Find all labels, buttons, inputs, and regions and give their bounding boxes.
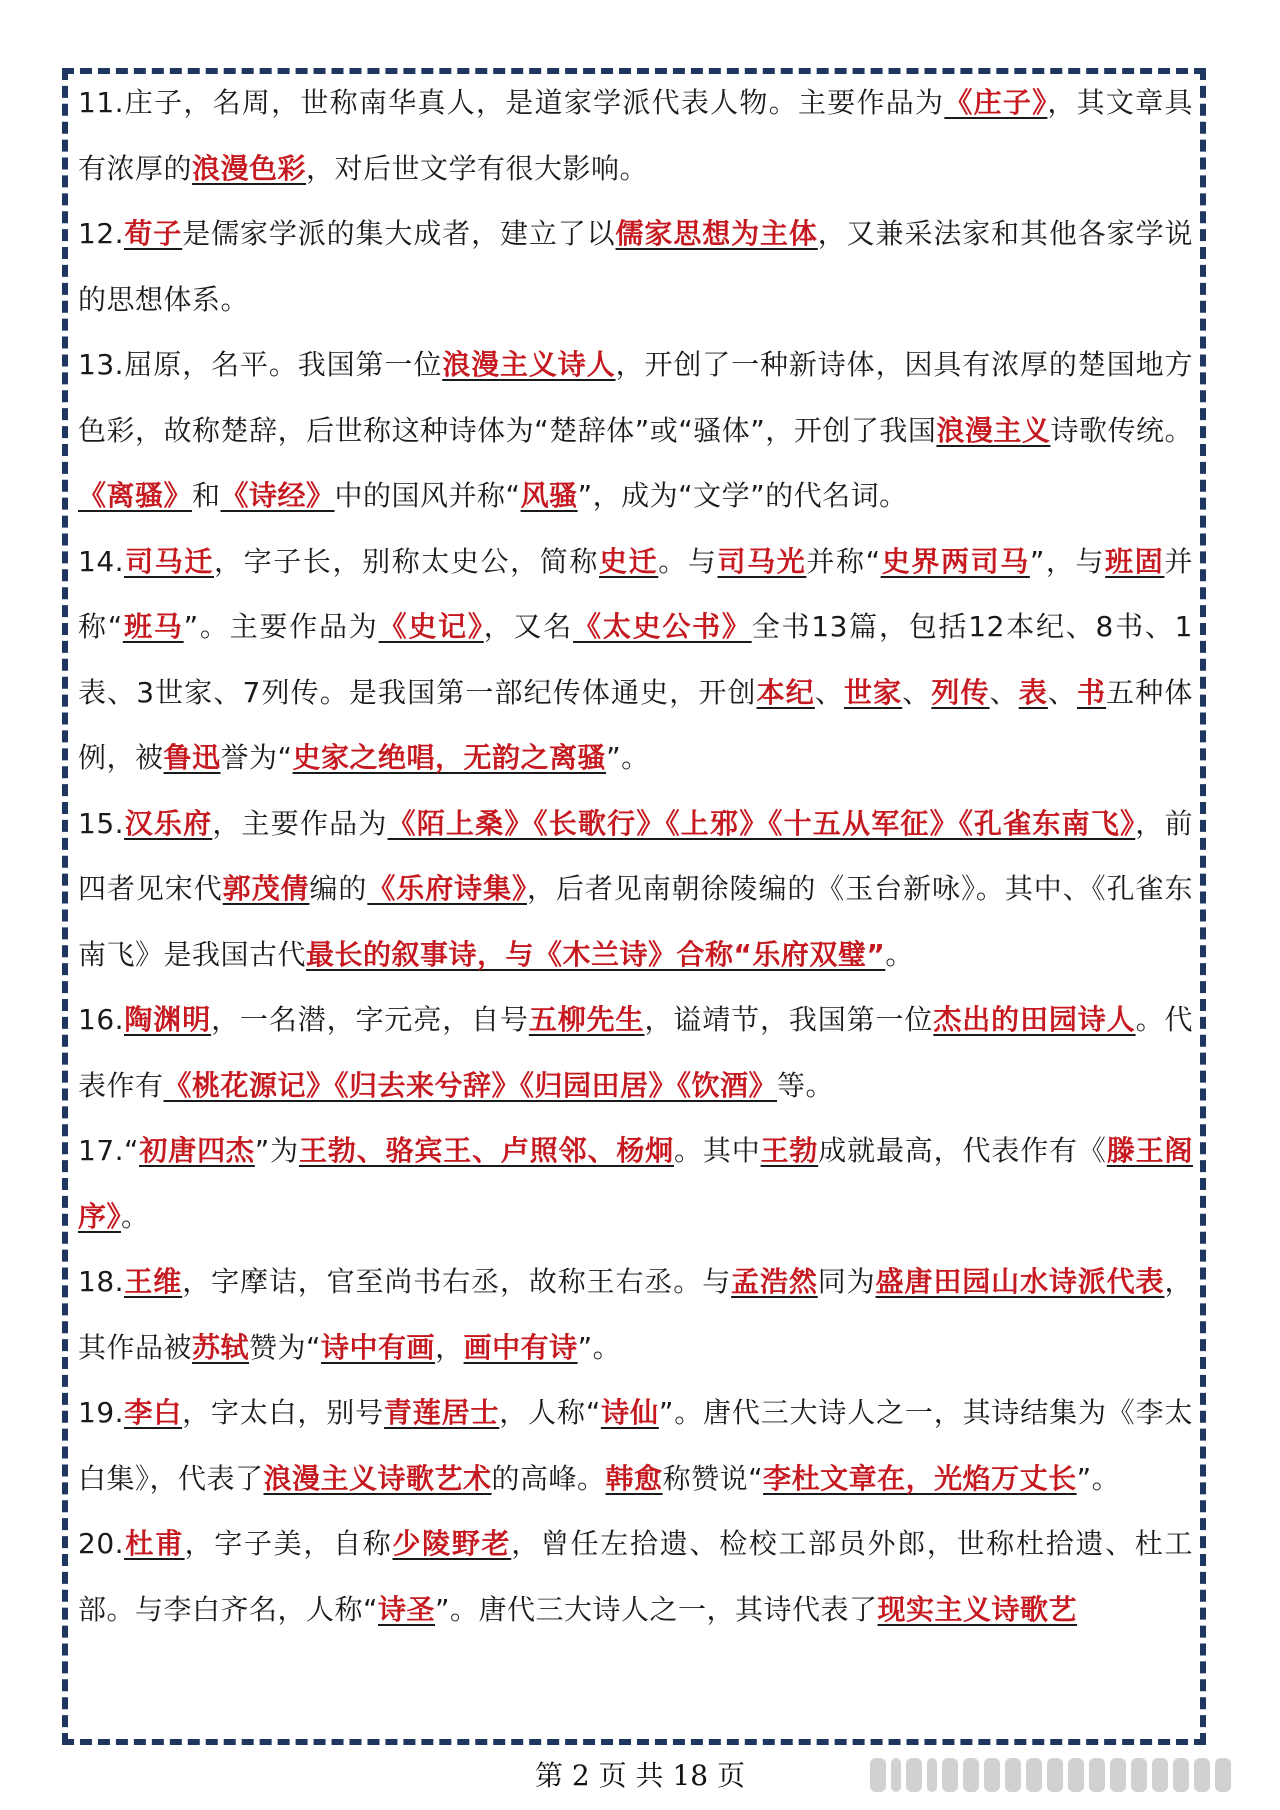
body-text: ，又兼采法家和其他各家学说的思想体系。 [78, 217, 1193, 316]
keyword-highlight: 鲁迅 [163, 741, 221, 774]
body-text: ，主要作品为 [212, 806, 388, 840]
keyword-highlight: 《庄子》 [944, 86, 1048, 119]
keyword-highlight: 李白 [124, 1396, 183, 1429]
body-text: ，又名 [483, 610, 574, 643]
body-text: 中的国风并称“ [334, 479, 521, 512]
keyword-highlight: 《史记》 [378, 610, 484, 643]
body-text: 19. [78, 1396, 125, 1429]
keyword-highlight: 世家 [843, 675, 903, 709]
body-text: 16. [78, 1003, 125, 1036]
keyword-highlight: 王勃 [760, 1134, 819, 1167]
watermark-bar [1005, 1758, 1021, 1792]
body-text: 誉为“ [220, 741, 293, 774]
body-text: ，谥靖节，我国第一位 [644, 1003, 934, 1036]
keyword-highlight: 《桃花源记》《归去来兮辞》《归园田居》《饮酒》 [163, 1068, 778, 1102]
body-text: 是儒家学派的集大成者，建立了以 [182, 217, 616, 250]
body-text: ， [435, 1330, 464, 1364]
body-text: 。与 [658, 544, 718, 578]
body-text: 编的 [309, 872, 368, 905]
keyword-highlight: 现实主义诗歌艺 [877, 1592, 1078, 1626]
body-text: ，字太白，别号 [182, 1396, 384, 1429]
body-text: 称赞说“ [662, 1461, 764, 1495]
keyword-highlight: 浪漫色彩 [192, 151, 307, 185]
body-text: 17.“ [78, 1134, 140, 1167]
keyword-highlight: 青莲居士 [383, 1396, 500, 1429]
body-text: ，一名潜，字元亮，自号 [211, 1003, 529, 1036]
keyword-highlight: 荀子 [124, 217, 183, 250]
keyword-highlight: 画中有诗 [463, 1330, 578, 1364]
body-text: 并称“ [806, 544, 881, 578]
footer-middle: 页 共 [598, 1759, 664, 1792]
body-text: 13.屈原，名平。我国第一位 [78, 348, 443, 381]
watermark-bar [927, 1758, 937, 1792]
keyword-highlight: 王勃、骆宾王、卢照邻、杨炯 [299, 1134, 675, 1167]
watermark-bar [1152, 1758, 1168, 1792]
watermark-bar [891, 1758, 901, 1792]
body-text: ”。 [1076, 1461, 1121, 1495]
body-text: 18. [78, 1265, 125, 1298]
keyword-highlight: 郭茂倩 [222, 872, 310, 905]
body-text: ，字子美，自称 [184, 1527, 393, 1560]
body-text: 。 [885, 937, 914, 971]
body-text: 的高峰。 [491, 1461, 606, 1495]
keyword-highlight: 杜甫 [124, 1527, 185, 1560]
body-text: ”，与 [1029, 544, 1106, 578]
keyword-highlight: 史家之绝唱，无韵之离骚 [292, 741, 607, 774]
body-text: ”为 [254, 1134, 299, 1167]
body-text: 、 [989, 675, 1019, 709]
body-text: ，前四者见宋代 [78, 806, 1193, 905]
footer-total-pages: 18 [672, 1759, 709, 1792]
watermark-bar [1173, 1758, 1189, 1792]
keyword-highlight: 浪漫主义诗人 [442, 348, 616, 381]
watermark-bar [942, 1758, 958, 1792]
paragraph-p20 [78, 1511, 1193, 1642]
keyword-highlight: 孟浩然 [731, 1265, 818, 1298]
body-text: ，字子长，别称太史公，简称 [214, 544, 600, 578]
keyword-highlight: 《乐府诗集》 [367, 872, 527, 905]
keyword-highlight: 诗仙 [600, 1396, 659, 1429]
keyword-highlight: 司马迁 [124, 544, 214, 578]
watermark-bar [1131, 1758, 1147, 1792]
body-text: 、 [814, 675, 844, 709]
keyword-highlight: 五柳先生 [528, 1003, 645, 1036]
watermark-bar [1068, 1758, 1084, 1792]
keyword-highlight: 王维 [124, 1265, 183, 1298]
body-text: 赞为“ [249, 1330, 322, 1364]
body-text: ”。主要作品为 [183, 610, 379, 643]
body-text: 14. [78, 544, 125, 578]
keyword-highlight: 风骚 [520, 479, 578, 512]
keyword-highlight: 滕王阁序》 [78, 1134, 1193, 1233]
watermark-bars [870, 1750, 1280, 1800]
body-text: 诗歌传统。 [1050, 413, 1193, 447]
keyword-highlight: 初唐四杰 [139, 1134, 255, 1167]
paragraph-p11 [78, 70, 1193, 201]
keyword-highlight: 书 [1076, 675, 1107, 709]
keyword-highlight: 史界两司马 [880, 544, 1030, 578]
body-text: ，曾任左拾遗、检校工部员外郎，世称杜拾遗、杜工部。与李白齐名，人称“ [78, 1527, 1193, 1626]
watermark-bar [906, 1758, 922, 1792]
keyword-highlight: 史迁 [599, 544, 659, 578]
keyword-highlight: 陶渊明 [124, 1003, 212, 1036]
paragraph-p18 [78, 1249, 1193, 1380]
keyword-highlight: 杰出的田园诗人 [933, 1003, 1136, 1036]
keyword-highlight: 浪漫主义 [936, 413, 1051, 447]
paragraph-p15 [78, 791, 1193, 988]
footer-suffix: 页 [717, 1759, 746, 1792]
body-text: ”。 [577, 1330, 622, 1364]
keyword-highlight: 盛唐田园山水诗派代表 [875, 1265, 1165, 1298]
footer-prefix: 第 [534, 1759, 563, 1792]
keyword-highlight: 最长的叙事诗，与《木兰诗》合称“乐府双璧” [306, 937, 886, 971]
body-text: 12. [78, 217, 125, 250]
keyword-highlight: 《太史公书》 [573, 610, 752, 643]
keyword-highlight: 韩愈 [605, 1461, 663, 1495]
body-text: ，人称“ [499, 1396, 601, 1429]
watermark-bar [1089, 1758, 1105, 1792]
body-text: 全书13篇，包括12本纪、8书、1表、3世家、7列传。是我国第一部纪传体通史，开创 [78, 610, 1193, 709]
keyword-highlight: 本纪 [756, 675, 815, 709]
body-text: ”。 [606, 741, 650, 774]
body-text: 同为 [817, 1265, 876, 1298]
body-text: 五种体例，被 [78, 675, 1193, 774]
keyword-highlight: 班固 [1105, 544, 1165, 578]
body-text: ，开创了一种新诗体，因具有浓厚的楚国地方色彩，故称楚辞，后世称这种诗体为“楚辞体”或“骚体”，开创了我国 [78, 348, 1193, 447]
paragraph-p12 [78, 201, 1193, 332]
watermark-bar [963, 1758, 979, 1792]
keyword-highlight: 《诗经》 [220, 479, 335, 512]
keyword-highlight: 《离骚》 [78, 479, 193, 512]
body-text: 、 [1047, 675, 1077, 709]
body-text: 11.庄子，名周，世称南华真人，是道家学派代表人物。主要作品为 [78, 86, 945, 119]
footer-page-number: 2 [571, 1759, 590, 1792]
watermark-bar [1026, 1758, 1042, 1792]
keyword-highlight: 儒家思想为主体 [615, 217, 818, 250]
watermark-bar [984, 1758, 1000, 1792]
body-text: ”。唐代三大诗人之一，其诗代表了 [435, 1592, 878, 1626]
paragraph-p14 [78, 529, 1193, 791]
keyword-highlight: 列传 [931, 675, 990, 709]
body-text: ，对后世文学有很大影响。 [306, 151, 649, 185]
paragraph-p19 [78, 1380, 1193, 1511]
keyword-highlight: 班马 [122, 610, 184, 643]
body-text: 。 [121, 1199, 150, 1233]
body-text: 、 [902, 675, 932, 709]
body-text: 并称“ [78, 544, 1193, 643]
keyword-highlight: 司马光 [717, 544, 807, 578]
watermark-bar [1194, 1758, 1210, 1792]
watermark-bar [1047, 1758, 1063, 1792]
paragraph-p16 [78, 987, 1193, 1118]
keyword-highlight: 诗中有画 [321, 1330, 436, 1364]
body-text: 20. [78, 1527, 125, 1560]
body-text: ”，成为“文学”的代名词。 [577, 479, 908, 512]
body-text: ，其作品被 [78, 1265, 1193, 1364]
keyword-highlight: 浪漫主义诗歌艺术 [263, 1461, 492, 1495]
body-text: 。代表作有 [78, 1003, 1193, 1102]
body-text: 等。 [777, 1068, 835, 1102]
keyword-highlight: 汉乐府 [124, 806, 213, 840]
keyword-highlight: 少陵野老 [392, 1527, 512, 1560]
keyword-highlight: 苏轼 [192, 1330, 250, 1364]
body-text: 成就最高，代表作有《 [818, 1134, 1107, 1167]
keyword-highlight: 《陌上桑》《长歌行》《上邪》《十五从军征》《孔雀东南飞》 [387, 806, 1136, 840]
keyword-highlight: 表 [1018, 675, 1048, 709]
body-text: ”。唐代三大诗人之一，其诗结集为《李太白集》，代表了 [78, 1396, 1193, 1495]
document-body [78, 70, 1193, 1642]
body-text: ，后者见南朝徐陵编的《玉台新咏》。其中、《孔雀东南飞》是我国古代 [78, 872, 1193, 971]
body-text: ，其文章具有浓厚的 [78, 86, 1193, 185]
body-text: 15. [78, 806, 125, 840]
body-text: 。其中 [674, 1134, 761, 1167]
paragraph-p13 [78, 332, 1193, 529]
keyword-highlight: 李杜文章在，光焰万丈长 [763, 1461, 1077, 1495]
watermark-bar [1110, 1758, 1126, 1792]
body-text: ，字摩诘，官至尚书右丞，故称王右丞。与 [182, 1265, 732, 1298]
keyword-highlight: 诗圣 [378, 1592, 436, 1626]
watermark-bar [870, 1758, 886, 1792]
paragraph-p17 [78, 1118, 1193, 1249]
body-text: 和 [192, 479, 221, 512]
watermark-bar [1215, 1758, 1231, 1792]
